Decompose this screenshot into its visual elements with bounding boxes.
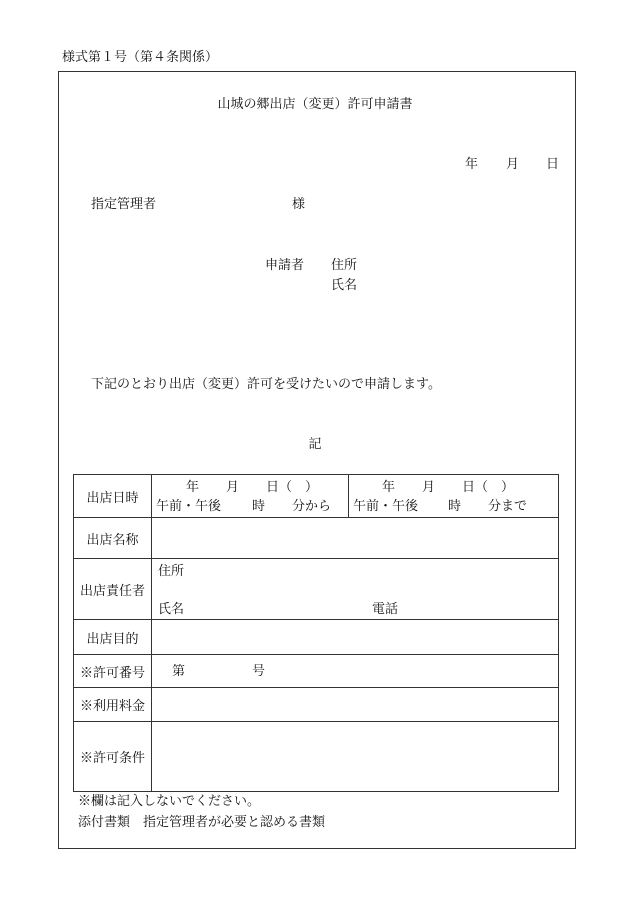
manager-name-label: 氏名 (158, 602, 185, 617)
end-year: 年 (382, 480, 396, 495)
shop-name-field[interactable] (152, 518, 559, 559)
shop-name-label: 出店名称 (74, 518, 152, 559)
table-row-shop-name (74, 518, 559, 559)
applicant-label: 申請者 (265, 258, 305, 273)
datetime-end-cell[interactable] (349, 475, 559, 518)
permit-number-field[interactable] (152, 655, 559, 688)
end-month: 月 (422, 480, 436, 495)
addressee-label: 指定管理者 (91, 197, 157, 212)
table-row-purpose (74, 620, 559, 655)
manager-address-label: 住所 (158, 564, 185, 579)
applicant-address-label: 住所 (331, 258, 358, 273)
addressee-honorific: 様 (292, 197, 306, 212)
manager-label: 出店責任者 (74, 559, 152, 620)
start-day: 日（ ） (266, 480, 319, 495)
purpose-label: 出店目的 (74, 620, 152, 655)
attachment-note: 添付書類 指定管理者が必要と認める書類 (78, 815, 326, 830)
date-year-label: 年 (465, 157, 479, 172)
permit-number-label: ※許可番号 (74, 655, 152, 688)
footnote: ※欄は記入しないでください。 (78, 794, 261, 809)
conditions-label: ※許可条件 (74, 722, 152, 792)
applicant-name-label: 氏名 (331, 278, 358, 293)
table-row-manager (74, 559, 559, 620)
page-title: 山城の郷出店（変更）許可申請書 (217, 97, 413, 112)
manager-field[interactable] (152, 559, 559, 620)
start-year: 年 (186, 480, 200, 495)
table-row-datetime (74, 475, 559, 518)
date-month-label: 月 (506, 157, 520, 172)
datetime-start-cell[interactable] (152, 475, 349, 518)
detail-table (73, 474, 559, 792)
datetime-label: 出店日時 (74, 475, 152, 518)
start-minute: 分から (292, 499, 332, 514)
start-month: 月 (226, 480, 240, 495)
fee-field[interactable] (152, 688, 559, 722)
date-day-label: 日 (546, 157, 560, 172)
start-hour: 時 (252, 499, 266, 514)
start-ampm: 午前・午後 (156, 499, 222, 514)
table-row-permit-number (74, 655, 559, 688)
table-row-fee (74, 688, 559, 722)
fee-label: ※利用料金 (74, 688, 152, 722)
end-hour: 時 (448, 499, 462, 514)
end-day: 日（ ） (462, 480, 515, 495)
permit-go: 号 (252, 664, 266, 679)
end-minute: 分まで (488, 499, 528, 514)
form-number: 様式第１号（第４条関係） (62, 50, 219, 65)
permit-dai: 第 (172, 664, 186, 679)
table-row-conditions (74, 722, 559, 792)
purpose-field[interactable] (152, 620, 559, 655)
conditions-field[interactable] (152, 722, 559, 792)
ki-heading: 記 (308, 437, 322, 452)
application-statement: 下記のとおり出店（変更）許可を受けたいので申請します。 (91, 377, 441, 392)
end-ampm: 午前・午後 (353, 499, 419, 514)
manager-phone-label: 電話 (372, 602, 399, 617)
